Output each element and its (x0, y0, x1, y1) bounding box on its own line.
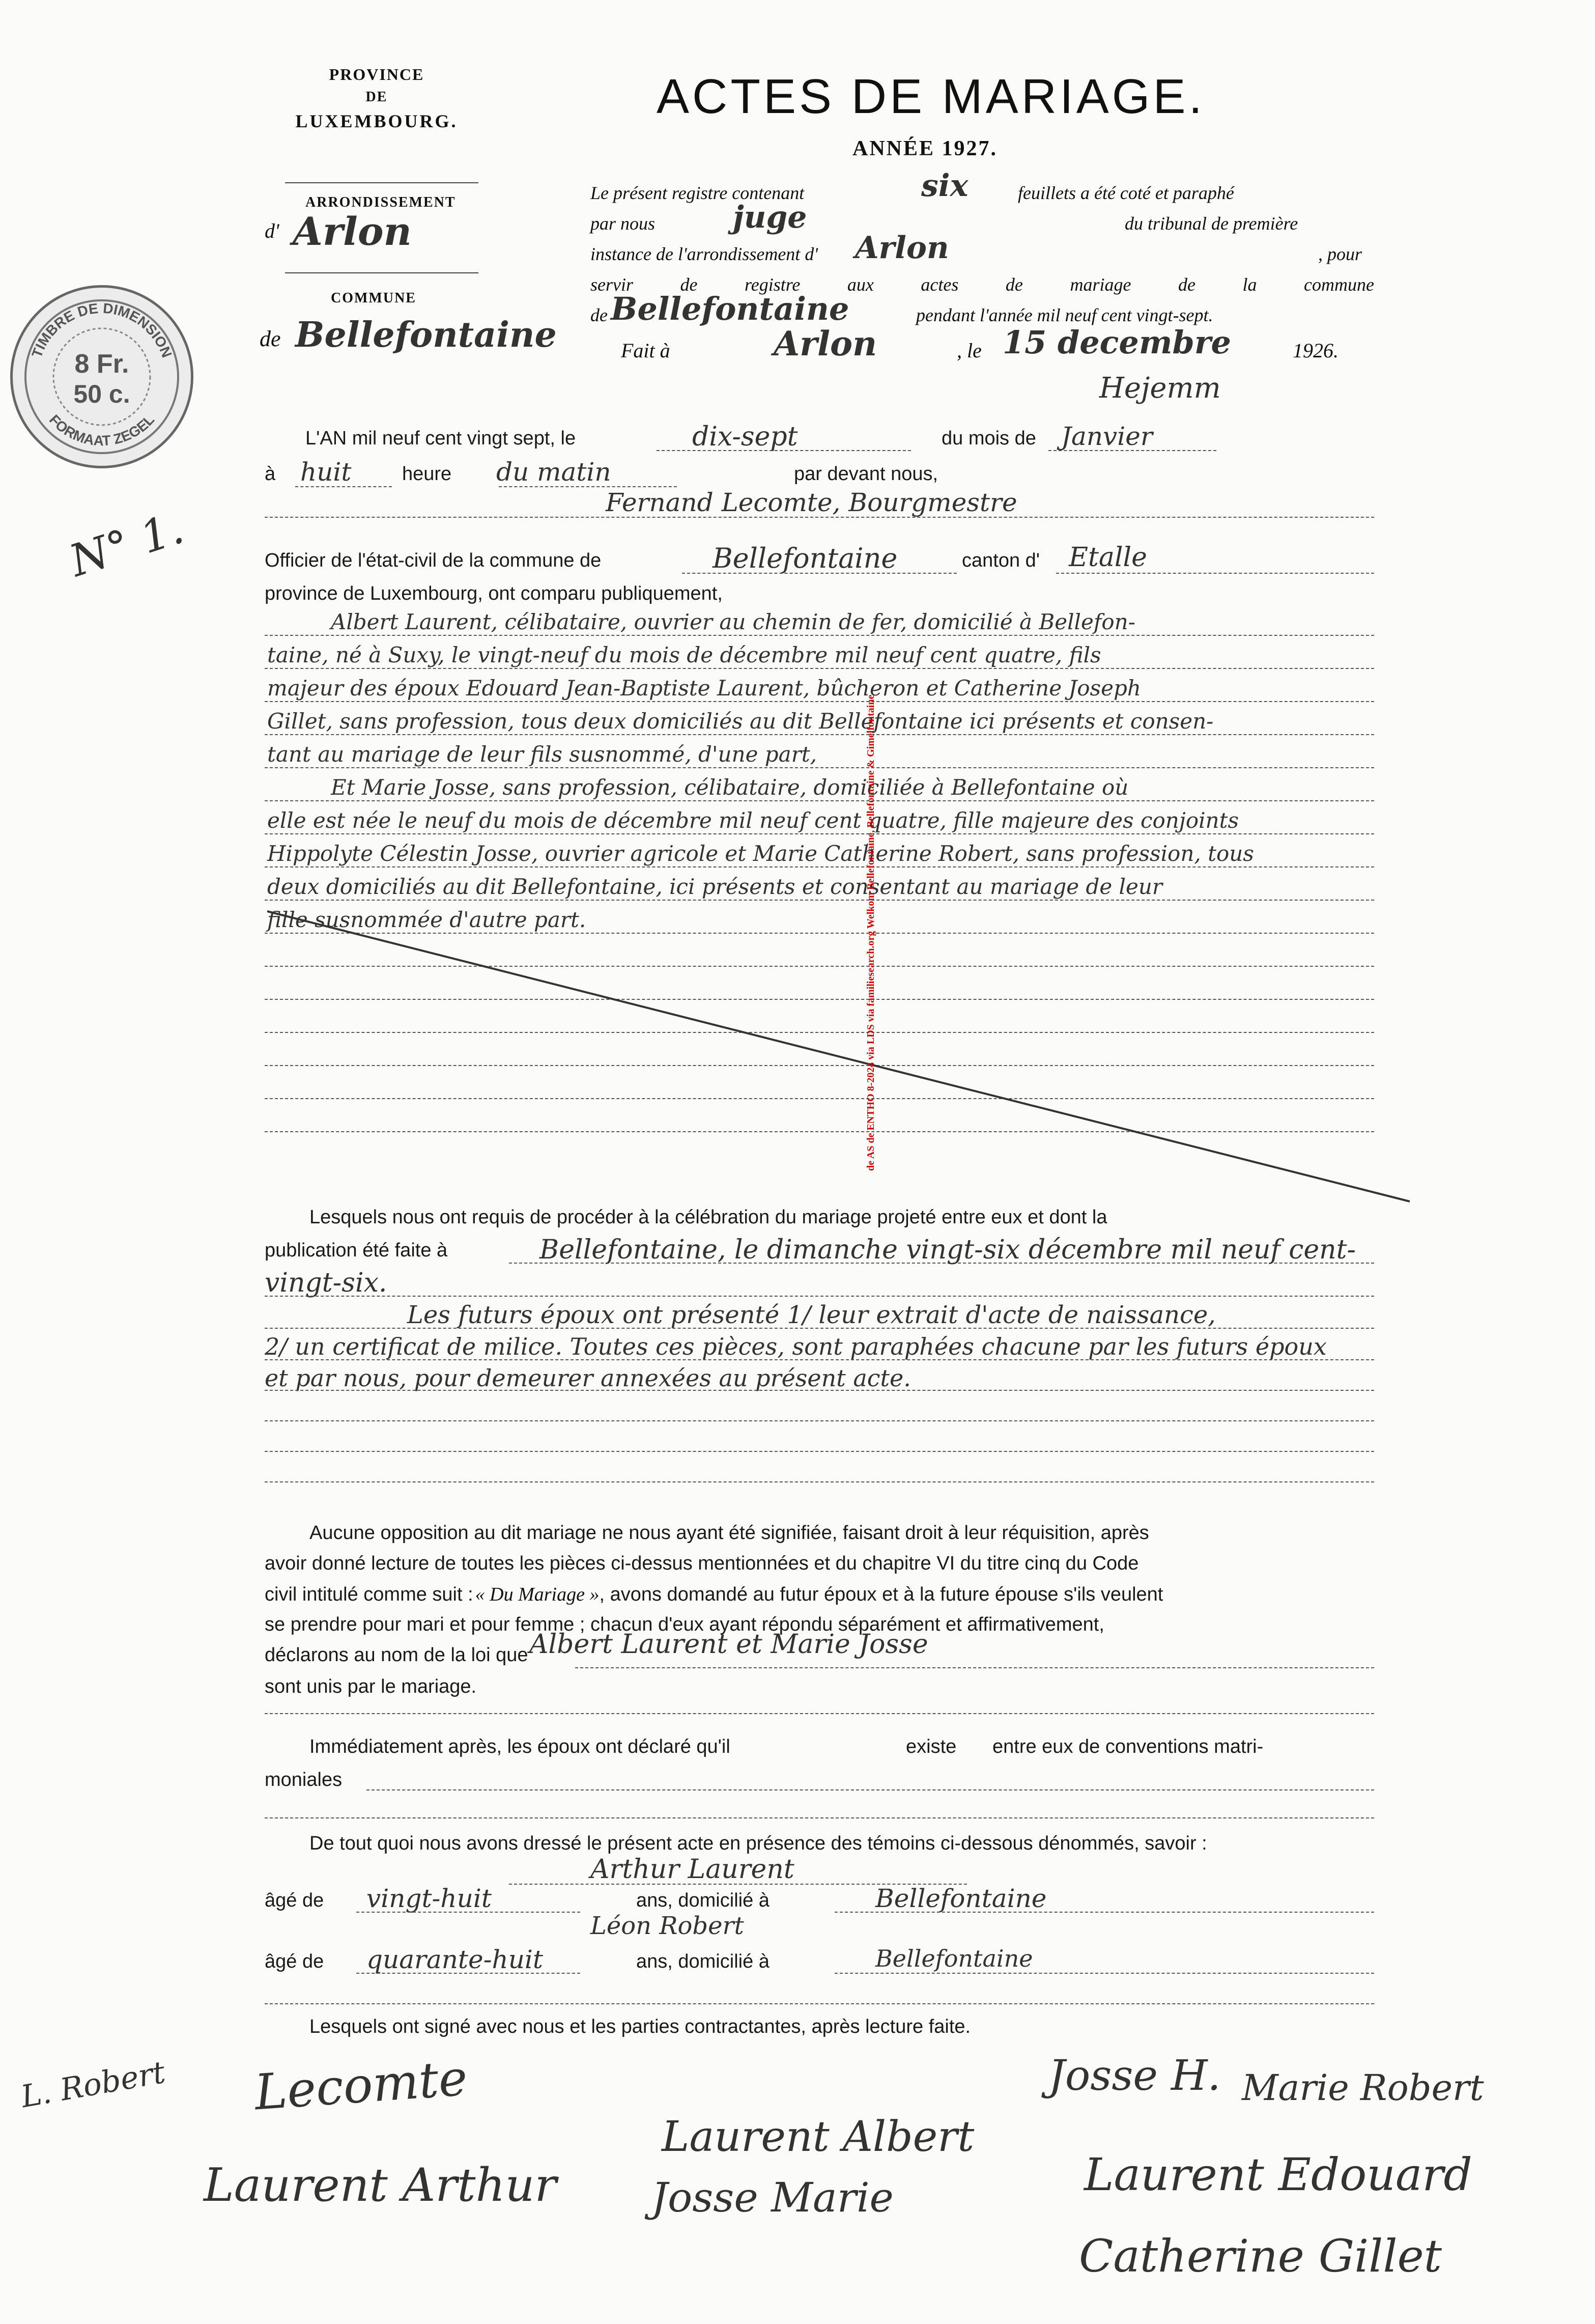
blank-line (356, 1912, 580, 1913)
blank-line (265, 1451, 1374, 1452)
register-commune: Bellefontaine (611, 290, 849, 327)
register-text: de (590, 305, 608, 325)
body-handwritten-line: majeur des époux Edouard Jean-Baptiste Laurent, bûcheron et Catherine Joseph (267, 676, 1141, 701)
witness-1-name: Arthur Laurent (590, 1854, 794, 1885)
stamp-value: 8 Fr. (74, 349, 129, 379)
closing-text: Lesquels ont signé avec nous et les parties contractantes, après lecture faite. (309, 2016, 971, 2037)
arrondissement-handwritten: Arlon (293, 209, 412, 254)
canton-handwritten: Etalle (1069, 542, 1147, 573)
commune-handwritten-2: Bellefontaine (713, 542, 898, 574)
signature: Lecomte (252, 2049, 469, 2121)
register-text: par nous (590, 213, 656, 234)
body-handwritten-line: elle est née le neuf du mois de décembre mil neuf cent quatre, fille majeure des conjoints (267, 808, 1239, 833)
couple-handwritten: Albert Laurent et Marie Josse (529, 1629, 928, 1660)
register-text: instance de l'arrondissement d' (590, 244, 818, 264)
documents-handwritten: et par nous, pour demeurer annexées au présent acte. (265, 1364, 911, 1392)
register-text: du tribunal de première (1125, 213, 1298, 234)
when-handwritten: du matin (496, 457, 611, 487)
province-line: PROVINCE (329, 65, 424, 83)
blank-line (265, 1328, 1374, 1329)
witness-2-age: quarante-huit (366, 1945, 543, 1974)
blank-line (265, 1713, 1374, 1714)
province-line: LUXEMBOURG. (295, 111, 458, 131)
body-handwritten-line: Hippolyte Célestin Josse, ouvrier agricole et Marie Catherine Robert, sans profession, tous (267, 841, 1254, 866)
publication-handwritten: vingt-six. (265, 1268, 387, 1298)
signature: Catherine Gillet (1079, 2230, 1442, 2282)
blank-line (265, 1481, 1374, 1482)
opposition-text: déclarons au nom de la loi que (265, 1644, 528, 1666)
blank-line (265, 1296, 1374, 1297)
province-line: DE (365, 89, 388, 105)
act-intro: L'AN mil neuf cent vingt sept, le (305, 428, 576, 449)
conventions-text: entre eux de conventions matri- (992, 1736, 1264, 1757)
witness-intro: De tout quoi nous avons dressé le présent acte en présence des témoins ci-dessous dénommés, savoir : (309, 1833, 1207, 1854)
hour-handwritten: huit (300, 457, 352, 487)
witness-2-domicile: Bellefontaine (875, 1945, 1033, 1972)
blank-line (265, 1359, 1374, 1360)
register-text: servir de registre aux actes de mariage de la commune (590, 274, 1374, 295)
body-handwritten-line: fille susnommée d'autre part. (267, 907, 586, 932)
body-handwritten-line: tant au mariage de leur fils susnommé, d'une part, (267, 742, 817, 767)
witness-2-name: Léon Robert (590, 1912, 744, 1940)
stamp-top-text: TIMBRE DE DIMENSION (29, 300, 175, 360)
requisition-text: publication été faite à (265, 1240, 448, 1261)
opposition-text: , avons domandé au futur époux et à la future épouse s'ils veulent (599, 1584, 1163, 1605)
register-text: , pour (1318, 244, 1362, 264)
age-label: âgé de (265, 1951, 324, 1972)
act-number: N° 1. (64, 502, 190, 587)
watermark (865, 694, 876, 1171)
stamp-value-2: 50 c. (73, 380, 130, 408)
blank-line (265, 1390, 1374, 1391)
conventions-text: moniales (265, 1769, 343, 1790)
signature: Marie Robert (1242, 2067, 1484, 2109)
month-handwritten: Janvier (1061, 422, 1153, 451)
documents-handwritten: 2/ un certificat de milice. Toutes ces pièces, sont paraphées chacune par les futurs époux (265, 1333, 1327, 1360)
ans-label: ans, domicilié à (636, 1951, 770, 1972)
signature: L. Robert (18, 2054, 168, 2115)
blank-line (265, 1420, 1374, 1421)
page-title: ACTES DE MARIAGE. (657, 69, 1206, 124)
ans-label: ans, domicilié à (636, 1890, 770, 1911)
age-label: âgé de (265, 1890, 324, 1911)
signature: Laurent Arthur (204, 2159, 557, 2212)
officer-handwritten: Fernand Lecomte, Bourgmestre (606, 488, 1017, 517)
opposition-text: civil intitulé comme suit : (265, 1584, 473, 1605)
signature: Josse H. (1048, 2052, 1221, 2100)
blank-line (835, 1912, 1374, 1913)
body-handwritten-line: Et Marie Josse, sans profession, célibataire, domiciliée à Bellefontaine où (331, 775, 1129, 800)
commune-prefix: de (260, 326, 281, 351)
act-intro: heure (402, 463, 452, 485)
commune-label: COMMUNE (331, 290, 416, 306)
judge-signature: Hejemm (1099, 372, 1221, 405)
signature: Laurent Albert (662, 2113, 975, 2161)
witness-1-age: vingt-huit (366, 1884, 492, 1913)
blank-line (366, 1789, 1374, 1790)
register-text: Le présent registre contenant (590, 183, 805, 203)
year-label: ANNÉE 1927. (852, 137, 998, 160)
register-text: 1926. (1293, 339, 1338, 362)
watermark-text: de AS de ENTHO 8-2024 via LDS via familiesearch.org Welkom Bellefontaine, Bellefontaine & Gimelfontaine (865, 694, 876, 1171)
act-intro: province de Luxembourg, ont comparu publiquement, (265, 583, 723, 604)
opposition-line-3 (265, 1583, 1163, 1606)
arrondissement-label: ARRONDISSEMENT (305, 194, 456, 210)
body-handwritten-line: Albert Laurent, célibataire, ouvrier au chemin de fer, domicilié à Bellefon- (331, 609, 1135, 634)
united-text: sont unis par le mariage. (265, 1676, 477, 1697)
blank-line (575, 1667, 1374, 1668)
act-intro: du mois de (942, 428, 1036, 449)
body-handwritten-line: taine, né à Suxy, le vingt-neuf du mois de décembre mil neuf cent quatre, fils (267, 642, 1101, 667)
stamp-bottom-text: FORMAAT ZEGEL (46, 411, 158, 449)
opposition-chapter: « Du Mariage » (475, 1584, 600, 1605)
juge-handwritten: juge (733, 200, 807, 235)
conventions-text: existe (906, 1736, 957, 1757)
signature: Josse Marie (651, 2174, 894, 2221)
act-intro: par devant nous, (794, 463, 938, 485)
act-intro: à (265, 463, 276, 485)
act-intro: canton d' (962, 550, 1040, 571)
blank-line (356, 1973, 580, 1974)
register-made-at: Arlon (774, 324, 877, 363)
signature: Laurent Edouard (1084, 2148, 1472, 2201)
opposition-text: Aucune opposition au dit mariage ne nous ayant été signifiée, faisant droit à leur réquisition, après (309, 1522, 1149, 1544)
body-handwritten-line: Gillet, sans profession, tous deux domiciliés au dit Bellefontaine ici présents et consen- (267, 709, 1214, 734)
blank-line (265, 2003, 1374, 2004)
commune-handwritten: Bellefontaine (295, 315, 557, 355)
register-text: , le (957, 339, 982, 362)
publication-handwritten: Bellefontaine, le dimanche vingt-six décembre mil neuf cent- (539, 1235, 1356, 1265)
register-arrondissement: Arlon (855, 230, 949, 266)
register-text: feuillets a été coté et paraphé (1018, 183, 1234, 203)
arrondissement-prefix: d' (265, 219, 279, 242)
body-handwritten-line: deux domiciliés au dit Bellefontaine, ici présents et consentant au mariage de leur (267, 874, 1162, 899)
witness-1-domicile: Bellefontaine (875, 1884, 1047, 1913)
act-intro: Officier de l'état-civil de la commune de (265, 550, 602, 571)
requisition-text: Lesquels nous ont requis de procéder à la célébration du mariage projeté entre eux et dont la (309, 1207, 1107, 1228)
opposition-text: avoir donné lecture de toutes les pièces ci-dessus mentionnées et du chapitre VI du titre cinq du Code (265, 1553, 1139, 1574)
conventions-text: Immédiatement après, les époux ont déclaré qu'il (309, 1736, 730, 1757)
blank-line (265, 1817, 1374, 1818)
opposition-text: se prendre pour mari et pour femme ; chacun d'eux ayant répondu séparément et affirmativement, (265, 1614, 1104, 1635)
day-handwritten: dix-sept (692, 422, 798, 452)
register-text: Fait à (621, 339, 670, 362)
feuillets-handwritten: six (921, 168, 969, 204)
blank-line (835, 1973, 1374, 1974)
register-date: 15 decembre (1003, 324, 1231, 361)
register-text: pendant l'année mil neuf cent vingt-sept. (916, 305, 1213, 325)
documents-handwritten: Les futurs époux ont présenté 1/ leur extrait d'acte de naissance, (407, 1301, 1216, 1329)
